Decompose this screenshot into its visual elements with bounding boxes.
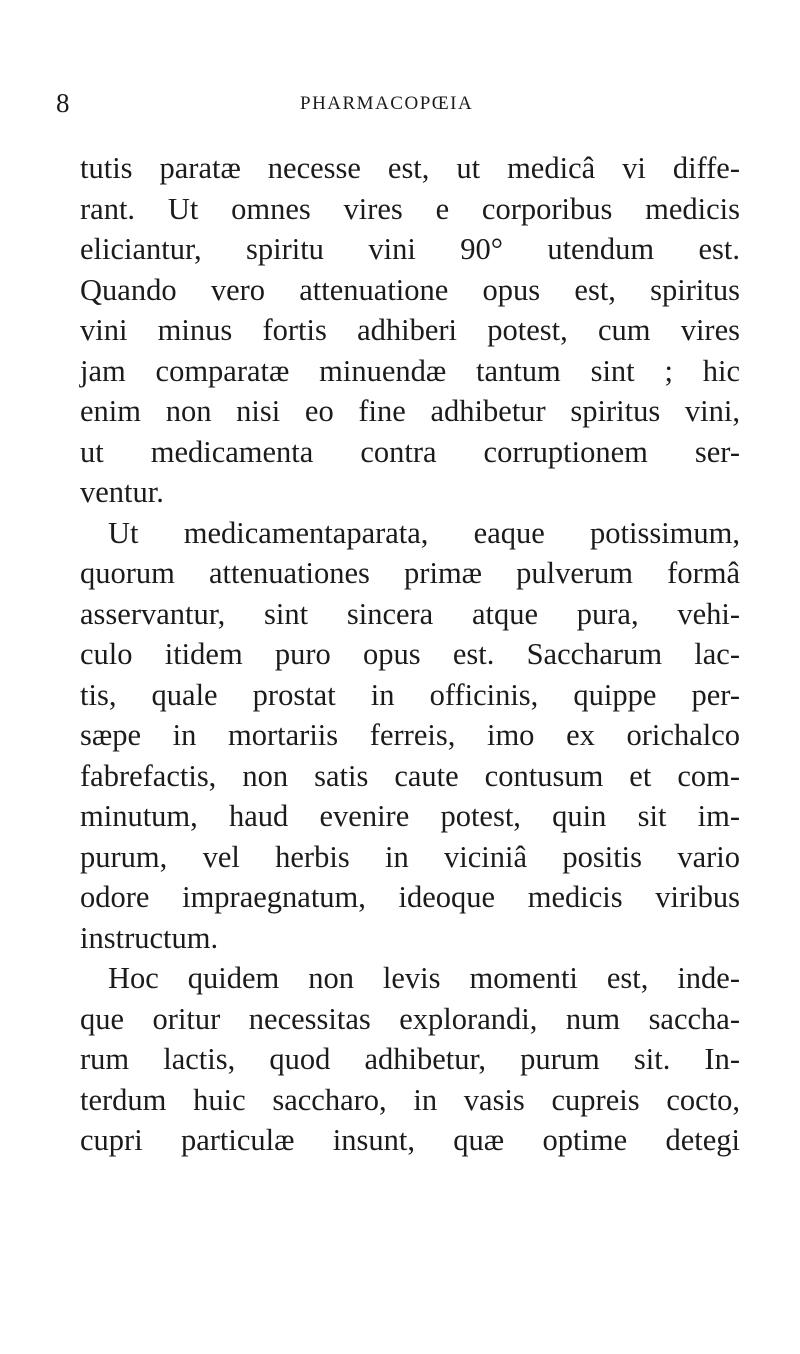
text-line: rum lactis, quod adhibetur, purum sit. In- (80, 1042, 740, 1076)
text-line: purum, vel herbis in viciniâ positis vario (80, 839, 740, 874)
page-number: 8 (56, 88, 70, 118)
text-line: Quando vero attenuatione opus est, spiritus (80, 272, 740, 307)
text-line: vini minus fortis adhiberi potest, cum vires (80, 313, 740, 347)
text-line: tis, quale prostat in officinis, quippe per- (80, 677, 740, 712)
text-line: jam comparatæ minuendæ tantum sint ; hic (80, 353, 740, 388)
text-line: instructum. (80, 920, 219, 955)
text-line: minutum, haud evenire potest, quin sit im- (80, 799, 740, 833)
body-text (80, 148, 740, 1161)
text-line: culo itidem puro opus est. Saccharum lac- (80, 637, 740, 671)
text-line: eliciantur, spiritu vini 90° utendum est. (80, 232, 740, 266)
text-line: quorum attenuationes primæ pulverum formâ (80, 556, 740, 590)
text-line: Hoc quidem non levis momenti est, inde- (108, 961, 740, 995)
text-line: rant. Ut omnes vires e corporibus medicis (80, 191, 740, 226)
text-line: que oritur necessitas explorandi, num saccha- (80, 1001, 740, 1036)
text-line: tutis paratæ necesse est, ut medicâ vi diffe- (80, 151, 740, 185)
text-line: ventur. (80, 475, 164, 509)
text-line: fabrefactis, non satis caute contusum et com- (80, 758, 740, 793)
text-line: asservantur, sint sincera atque pura, vehi- (80, 596, 740, 631)
text-line: odore impraegnatum, ideoque medicis viribus (80, 880, 740, 914)
text-line: ut medicamenta contra corruptionem ser- (80, 434, 740, 469)
running-title: PHARMACOPŒIA (300, 93, 474, 114)
text-line: enim non nisi eo fine adhibetur spiritus vini, (80, 394, 740, 428)
text-line: sæpe in mortariis ferreis, imo ex orichalco (80, 718, 740, 752)
running-head (0, 88, 800, 118)
text-line: cupri particulæ insunt, quæ optime detegi (80, 1123, 740, 1157)
text-line: Ut medicamentaparata, eaque potissimum, (108, 515, 740, 550)
text-line: terdum huic saccharo, in vasis cupreis cocto, (80, 1082, 740, 1117)
